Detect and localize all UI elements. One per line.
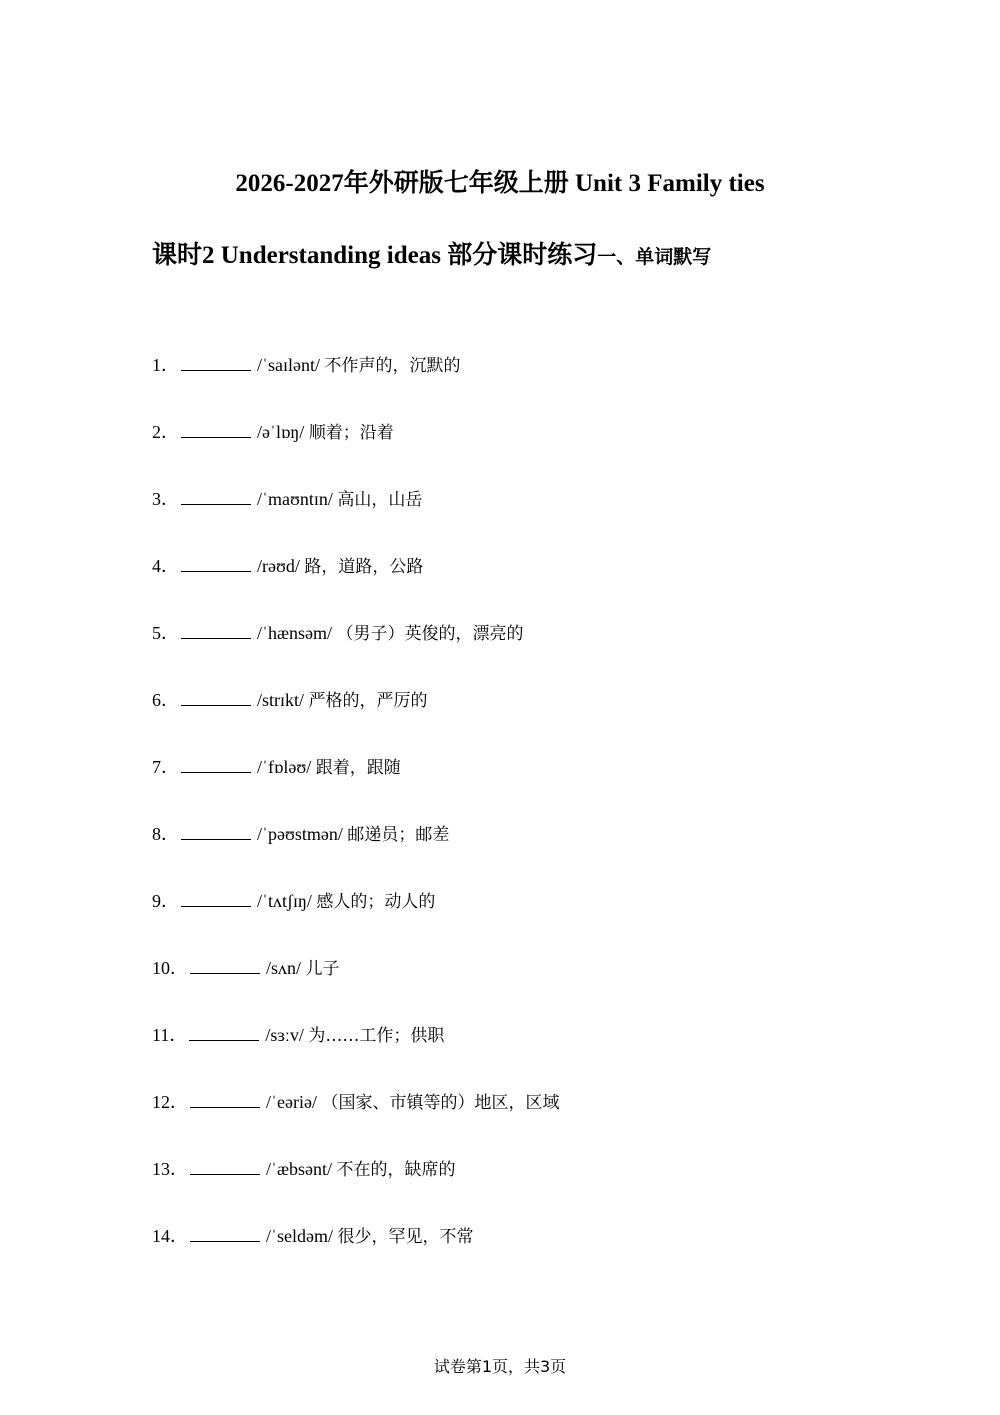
item-number: 2． — [152, 422, 179, 442]
answer-blank[interactable] — [190, 1154, 260, 1175]
answer-blank[interactable] — [190, 1221, 260, 1242]
list-item — [152, 885, 559, 952]
answer-blank[interactable] — [181, 484, 251, 505]
item-number: 11． — [152, 1025, 188, 1045]
phonetic: /ˈpəʊstmən/ — [257, 824, 343, 844]
answer-blank[interactable] — [181, 551, 251, 572]
answer-blank[interactable] — [181, 886, 251, 907]
phonetic: /sʌn/ — [266, 958, 302, 978]
answer-blank[interactable] — [190, 1087, 260, 1108]
answer-blank[interactable] — [190, 953, 260, 974]
list-item — [152, 1153, 559, 1220]
answer-blank[interactable] — [181, 417, 251, 438]
section-label: 一、单词默写 — [597, 246, 712, 268]
list-item — [152, 483, 559, 550]
phonetic: /əˈlɒŋ/ — [257, 422, 305, 442]
answer-blank[interactable] — [181, 685, 251, 706]
phonetic: /ˈtʌtʃɪŋ/ — [257, 891, 312, 911]
item-number: 9． — [152, 891, 179, 911]
item-number: 13． — [152, 1159, 188, 1179]
item-number: 10． — [152, 958, 188, 978]
document-title: 2026-2027年外研版七年级上册 Unit 3 Family ties — [235, 170, 765, 197]
list-item — [152, 952, 559, 1019]
item-number: 8． — [152, 824, 179, 844]
item-number: 14． — [152, 1226, 188, 1246]
list-item — [152, 1220, 559, 1287]
list-item — [152, 416, 559, 483]
subtitle-text: 课时2 Understanding ideas 部分课时练习 — [152, 242, 598, 269]
phonetic: /ˈæbsənt/ — [266, 1159, 332, 1179]
answer-blank[interactable] — [189, 1020, 259, 1041]
meaning: 儿子 — [305, 959, 340, 979]
phonetic: /sɜːv/ — [265, 1025, 304, 1045]
phonetic: /strɪkt/ — [257, 690, 305, 710]
meaning: 很少，罕见，不常 — [337, 1227, 474, 1247]
phonetic: /ˈmaʊntɪn/ — [257, 489, 333, 509]
list-item — [152, 751, 559, 818]
list-item — [152, 349, 559, 416]
item-number: 5． — [152, 623, 179, 643]
answer-blank[interactable] — [181, 618, 251, 639]
phonetic: /ˈhænsəm/ — [257, 623, 332, 643]
meaning: 不在的，缺席的 — [336, 1160, 456, 1180]
meaning: （国家、市镇等的）地区，区域 — [321, 1093, 560, 1113]
meaning: 顺着；沿着 — [308, 423, 394, 443]
item-number: 12． — [152, 1092, 188, 1112]
document-subtitle — [152, 238, 711, 275]
list-item — [152, 550, 559, 617]
answer-blank[interactable] — [181, 752, 251, 773]
item-number: 4． — [152, 556, 179, 576]
item-number: 6． — [152, 690, 179, 710]
meaning: 感人的；动人的 — [316, 892, 436, 912]
answer-blank[interactable] — [181, 350, 251, 371]
meaning: 高山，山岳 — [337, 490, 423, 510]
phonetic: /ˈfɒləʊ/ — [257, 757, 312, 777]
phonetic: /rəʊd/ — [257, 556, 300, 576]
meaning: （男子）英俊的，漂亮的 — [336, 624, 524, 644]
list-item — [152, 818, 559, 885]
item-number: 3． — [152, 489, 179, 509]
phonetic: /ˈseldəm/ — [266, 1226, 333, 1246]
meaning: 邮递员；邮差 — [347, 825, 450, 845]
item-number: 7． — [152, 757, 179, 777]
meaning: 跟着，跟随 — [315, 758, 401, 778]
list-item — [152, 684, 559, 751]
meaning: 不作声的，沉默的 — [324, 356, 461, 376]
list-item — [152, 1086, 559, 1153]
list-item — [152, 1019, 559, 1086]
meaning: 路，道路，公路 — [304, 557, 424, 577]
item-number: 1． — [152, 355, 179, 375]
word-dictation-list — [152, 349, 559, 1287]
page-footer: 试卷第1页，共3页 — [433, 1357, 567, 1376]
phonetic: /ˈeəriə/ — [266, 1092, 317, 1112]
meaning: 严格的，严厉的 — [308, 691, 428, 711]
phonetic: /ˈsaɪlənt/ — [257, 355, 320, 375]
list-item — [152, 617, 559, 684]
meaning: 为……工作；供职 — [308, 1026, 445, 1046]
answer-blank[interactable] — [181, 819, 251, 840]
